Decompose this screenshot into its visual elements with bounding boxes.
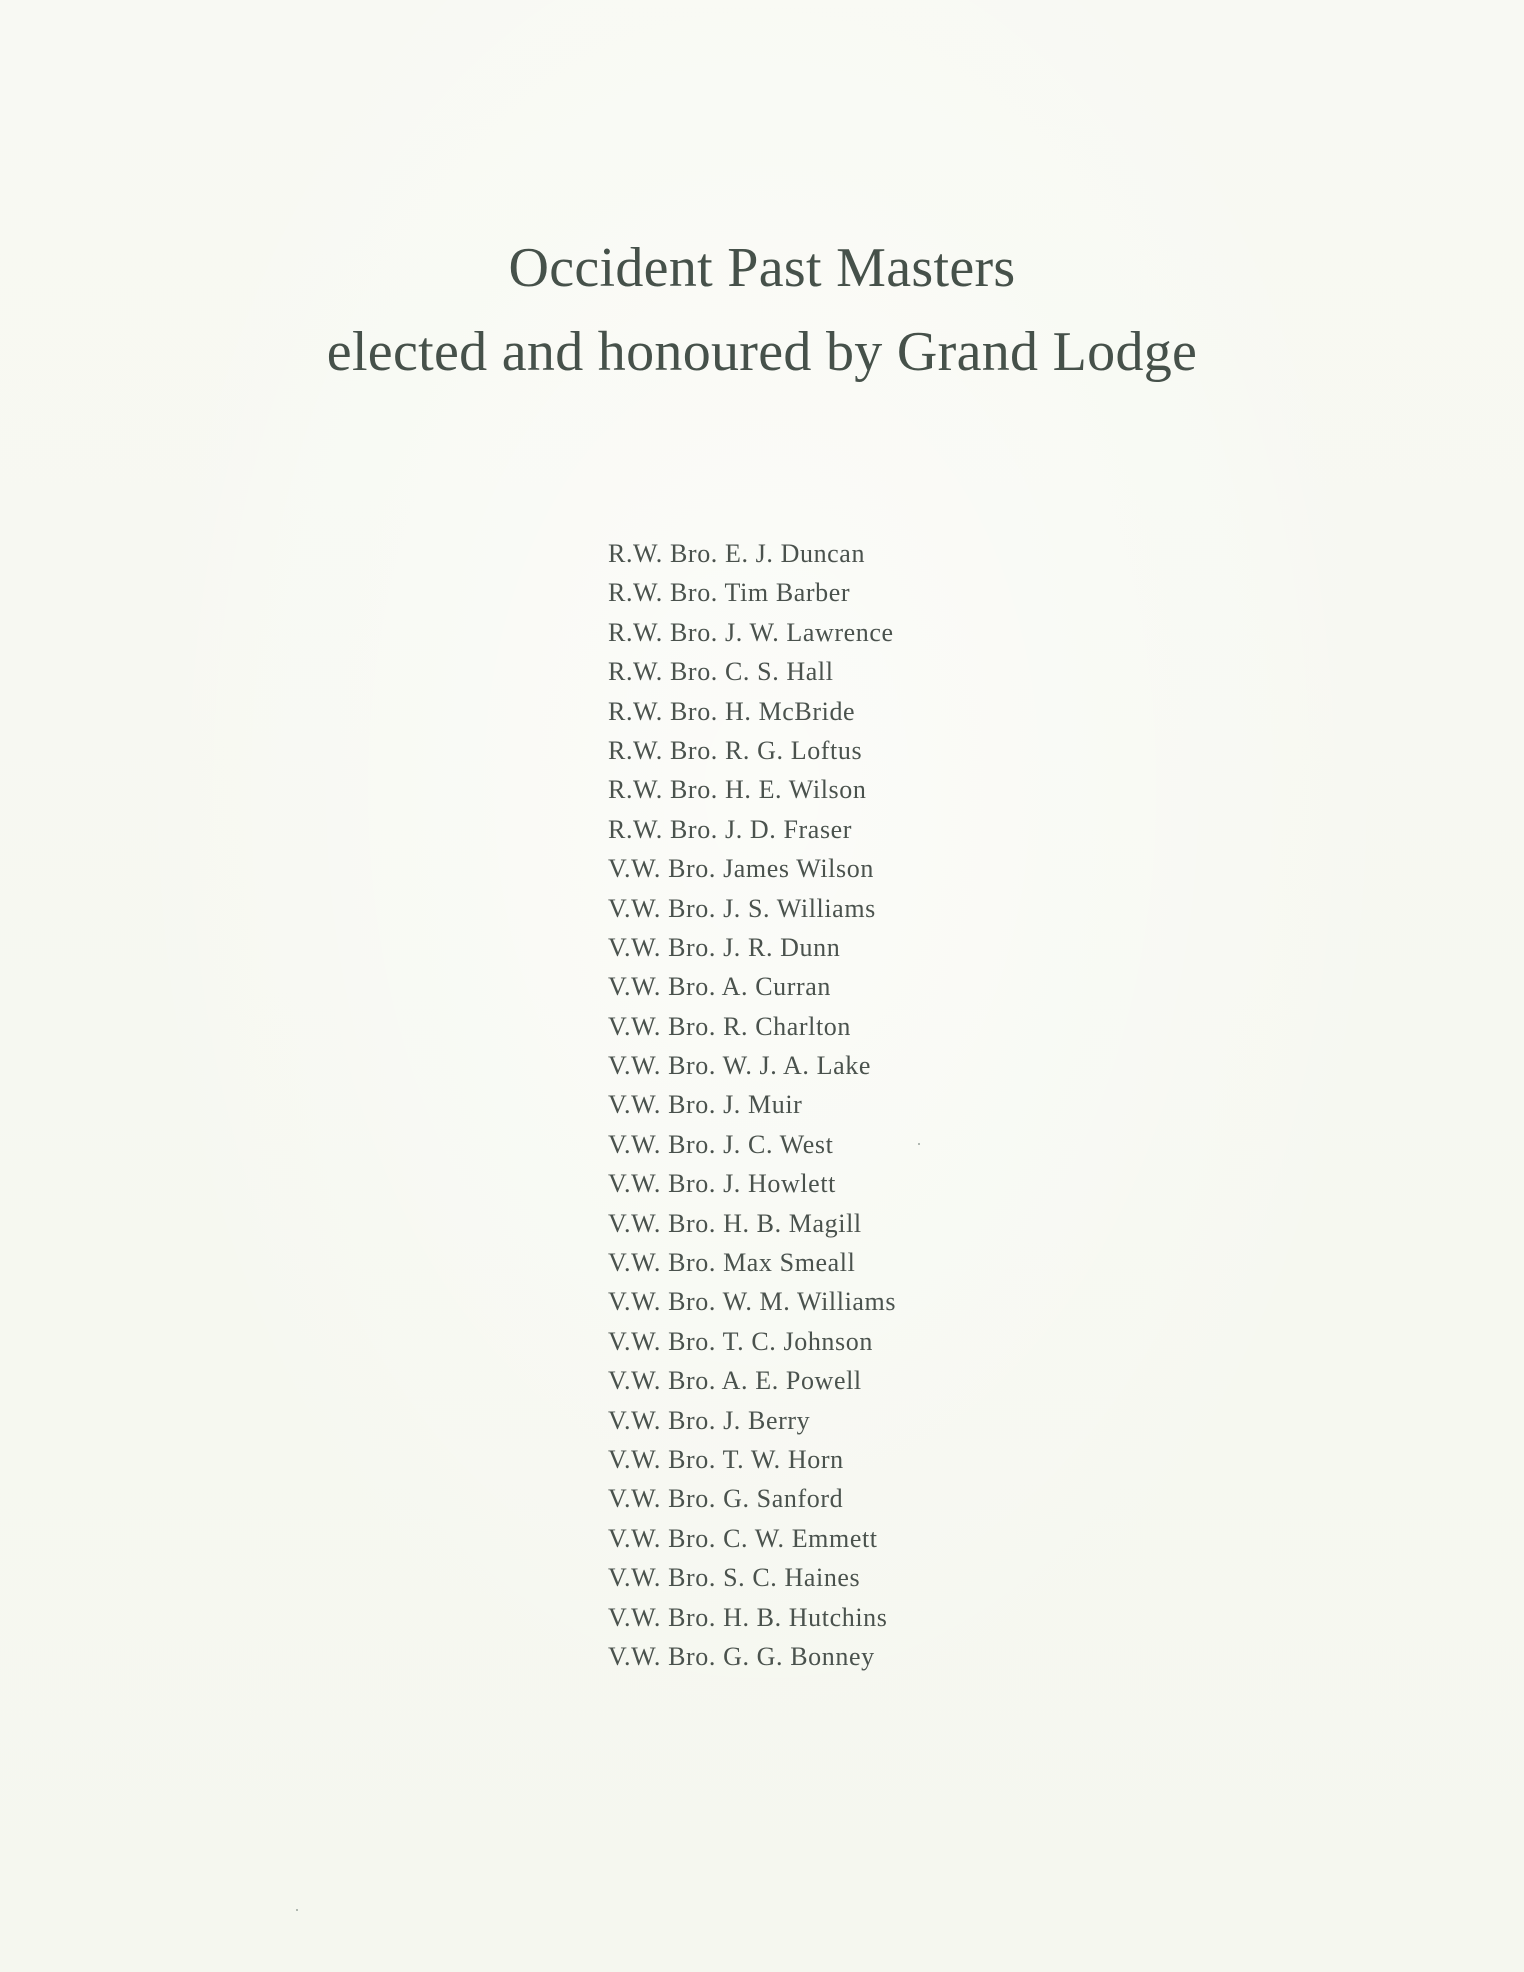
past-masters-list	[608, 534, 896, 1676]
list-item: R.W. Bro. J. D. Fraser	[608, 814, 853, 844]
list-item: V.W. Bro. S. C. Haines	[608, 1563, 861, 1593]
list-item: V.W. Bro. A. E. Powell	[608, 1366, 862, 1396]
list-item: V.W. Bro. J. Muir	[608, 1090, 803, 1120]
list-item: V.W. Bro. Max Smeall	[608, 1248, 856, 1278]
list-item: R.W. Bro. H. E. Wilson	[608, 775, 867, 805]
list-item: V.W. Bro. H. B. Magill	[608, 1208, 862, 1238]
paper-speck	[918, 1143, 920, 1145]
list-item: V.W. Bro. T. C. Johnson	[608, 1326, 873, 1356]
list-item: V.W. Bro. H. B. Hutchins	[608, 1602, 888, 1632]
title-line-2: elected and honoured by Grand Lodge	[326, 321, 1198, 383]
list-item: V.W. Bro. J. Howlett	[608, 1169, 836, 1199]
list-item: V.W. Bro. J. Berry	[608, 1405, 811, 1435]
list-item: V.W. Bro. C. W. Emmett	[608, 1523, 878, 1553]
list-item: V.W. Bro. J. R. Dunn	[608, 932, 841, 962]
paper-speck	[296, 1909, 298, 1911]
list-item: R.W. Bro. C. S. Hall	[608, 657, 834, 687]
list-item: V.W. Bro. G. Sanford	[608, 1484, 844, 1514]
list-item: V.W. Bro. James Wilson	[608, 854, 874, 884]
list-item: R.W. Bro. E. J. Duncan	[608, 539, 866, 568]
page-title	[0, 226, 1524, 394]
list-item: R.W. Bro. R. G. Loftus	[608, 735, 863, 765]
list-item: V.W. Bro. J. S. Williams	[608, 893, 876, 923]
list-item: R.W. Bro. H. McBride	[608, 696, 856, 726]
list-item: V.W. Bro. W. M. Williams	[608, 1287, 897, 1317]
list-item: V.W. Bro. G. G. Bonney	[608, 1641, 875, 1671]
list-item: R.W. Bro. Tim Barber	[608, 578, 851, 608]
list-item: V.W. Bro. A. Curran	[608, 972, 832, 1002]
list-item: V.W. Bro. R. Charlton	[608, 1011, 852, 1041]
list-item: V.W. Bro. J. C. West	[608, 1129, 834, 1159]
title-line-1: Occident Past Masters	[508, 237, 1016, 299]
list-item: V.W. Bro. T. W. Horn	[608, 1444, 844, 1474]
list-item: V.W. Bro. W. J. A. Lake	[608, 1051, 871, 1081]
list-item: R.W. Bro. J. W. Lawrence	[608, 617, 894, 647]
